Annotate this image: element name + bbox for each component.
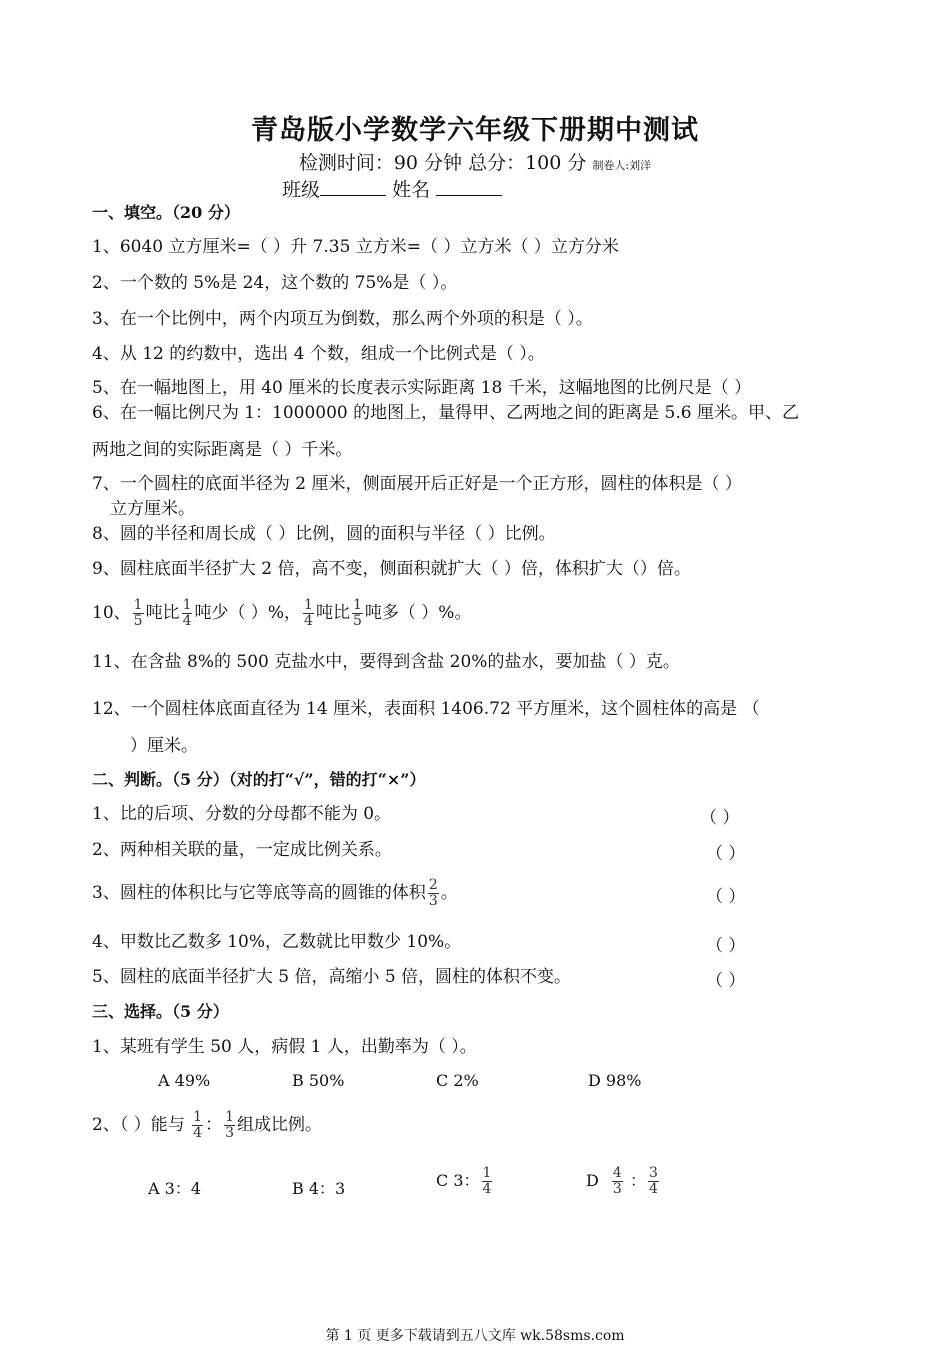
- name-blank: [436, 177, 502, 196]
- s1-question-6b: 两地之间的实际距离是（ ）千米。: [92, 440, 353, 460]
- q10-f4-denominator: 5: [352, 613, 362, 629]
- class-name-line: [282, 175, 502, 202]
- q10-f1-denominator: 5: [133, 613, 143, 629]
- s3-q2-option-d-fraction-2: [648, 1166, 659, 1197]
- s3-q2-prefix: 2、（ ）能与: [92, 1115, 185, 1135]
- s3-q2-fraction-1: [192, 1110, 203, 1141]
- q10-f2-numerator: 1: [182, 597, 192, 613]
- s3-q1-option-d: D 98%: [588, 1071, 642, 1090]
- s2-item-1: 1、比的后项、分数的分母都不能为 0。: [92, 804, 392, 824]
- s2-answer-2: （ ）: [706, 844, 746, 864]
- s3-q2-option-d-f1-denominator: 3: [612, 1181, 622, 1197]
- s1-question-6a: 6、在一幅比例尺为 1：1000000 的地图上，量得甲、乙两地之间的距离是 5.6 厘米。甲、乙: [92, 403, 799, 423]
- s2-item-3: [92, 878, 458, 909]
- s1-question-9: 9、圆柱底面半径扩大 2 倍，高不变，侧面积就扩大（ ）倍，体积扩大（）倍。: [92, 559, 691, 579]
- q10-fraction-3: [303, 598, 314, 629]
- s2-answer-4: （ ）: [706, 936, 746, 956]
- exam-meta: [0, 148, 950, 175]
- s3-q2-option-c-fraction: [482, 1166, 493, 1197]
- s3-q2-option-d-fraction-1: [612, 1166, 623, 1197]
- s3-q2-colon: ：: [205, 1115, 223, 1135]
- s3-q2-f2-numerator: 1: [225, 1109, 234, 1125]
- s3-q2-option-c-numerator: 1: [482, 1165, 492, 1181]
- s2-item-4: 4、甲数比乙数多 10%，乙数就比甲数少 10%。: [92, 932, 462, 952]
- s1-question-12b: ）厘米。: [130, 736, 198, 756]
- s3-q1-option-b: B 50%: [292, 1071, 345, 1090]
- q10-prefix: 10、: [92, 603, 131, 623]
- s3-q2-fraction-2: [224, 1110, 235, 1141]
- exam-author: 制卷人:刘洋: [592, 159, 652, 172]
- s3-q2-option-c-text: C 3：: [436, 1171, 480, 1190]
- q10-f4-numerator: 1: [352, 597, 362, 613]
- exam-time-score: 检测时间：90 分钟 总分：100 分: [298, 152, 587, 174]
- s3-q2-f1-numerator: 1: [193, 1109, 203, 1125]
- s3-q2-option-d-colon: ：: [629, 1171, 646, 1190]
- s2-answer-5: （ ）: [706, 971, 746, 991]
- page-footer: 第 1 页 更多下载请到五八文库 wk.58sms.com: [325, 1328, 625, 1344]
- s3-q1-option-c: C 2%: [436, 1071, 479, 1090]
- q10-f3-denominator: 4: [304, 613, 313, 629]
- s3-q2-option-d: [586, 1166, 661, 1197]
- page-title: 青岛版小学数学六年级下册期中测试: [251, 115, 699, 146]
- s3-q2-option-a: A 3：4: [148, 1179, 202, 1198]
- s1-question-3: 3、在一个比例中，两个内项互为倒数，那么两个外项的积是（ ）。: [92, 309, 593, 329]
- s3-q2-option-b: B 4：3: [292, 1179, 346, 1198]
- s3-q2-option-d-f2-numerator: 3: [648, 1165, 658, 1181]
- q10-f1-numerator: 1: [133, 597, 143, 613]
- s1-question-10: [92, 598, 471, 629]
- q10-f3-numerator: 1: [304, 597, 313, 613]
- class-blank: [320, 177, 386, 196]
- s2-item-2: 2、两种相关联的量，一定成比例关系。: [92, 840, 392, 860]
- section1-heading: 一、填空。（20 分）: [92, 203, 240, 222]
- s2-answer-3: （ ）: [706, 887, 746, 907]
- s1-question-7b: 立方厘米。: [110, 499, 195, 519]
- s1-question-1: 1、6040 立方厘米=（ ）升 7.35 立方米=（ ）立方米（ ）立方分米: [92, 237, 619, 257]
- s2-item-3-end: 。: [440, 883, 458, 903]
- name-label: 姓名: [392, 179, 431, 201]
- section3-heading: 三、选择。（5 分）: [92, 1002, 229, 1021]
- s1-question-4: 4、从 12 的约数中，选出 4 个数，组成一个比例式是（ ）。: [92, 344, 545, 364]
- s1-question-2: 2、一个数的 5%是 24，这个数的 75%是（ ）。: [92, 273, 458, 293]
- s2-answer-1: （ ）: [700, 808, 740, 828]
- q10-text-2: 吨少（ ）%，: [194, 603, 302, 623]
- s3-question-2: [92, 1110, 322, 1141]
- q10-fraction-4: [352, 598, 363, 629]
- s3-q2-option-d-letter: D: [586, 1171, 599, 1190]
- s2-item-3-text: 3、圆柱的体积比与它等底等高的圆锥的体积: [92, 883, 426, 903]
- s2-item-3-numerator: 2: [428, 877, 438, 893]
- q10-fraction-2: [182, 598, 193, 629]
- q10-text-4: 吨多（ ）%。: [364, 603, 472, 623]
- s2-item-5: 5、圆柱的底面半径扩大 5 倍，高缩小 5 倍，圆柱的体积不变。: [92, 967, 572, 987]
- s3-q2-f1-denominator: 4: [193, 1125, 203, 1141]
- q10-text-3: 吨比: [315, 603, 350, 623]
- s1-question-11: 11、在含盐 8%的 500 克盐水中，要得到含盐 20%的盐水，要加盐（ ）克。: [92, 652, 680, 672]
- s1-question-7a: 7、一个圆柱的底面半径为 2 厘米，侧面展开后正好是一个正方形，圆柱的体积是（ ）: [92, 474, 742, 494]
- q10-fraction-1: [133, 598, 144, 629]
- s2-item-3-denominator: 3: [428, 893, 438, 909]
- s1-question-5: 5、在一幅地图上，用 40 厘米的长度表示实际距离 18 千米，这幅地图的比例尺是（ ）: [92, 378, 752, 398]
- s2-item-3-fraction: [428, 878, 439, 909]
- s1-question-12a: 12、一个圆柱体底面直径为 14 厘米，表面积 1406.72 平方厘米，这个圆柱体的高是 （: [92, 699, 760, 719]
- s3-question-1: 1、某班有学生 50 人，病假 1 人，出勤率为（ ）。: [92, 1037, 477, 1057]
- s3-q2-option-d-f2-denominator: 4: [648, 1181, 658, 1197]
- class-label: 班级: [282, 179, 321, 201]
- s3-q2-option-c-denominator: 4: [482, 1181, 492, 1197]
- q10-text-1: 吨比: [145, 603, 180, 623]
- s3-q2-option-d-f1-numerator: 4: [612, 1165, 622, 1181]
- q10-f2-denominator: 4: [182, 613, 192, 629]
- section2-heading: 二、判断。（5 分）（对的打“√”，错的打“×”）: [92, 770, 426, 789]
- s3-q1-option-a: A 49%: [158, 1071, 211, 1090]
- s3-q2-f2-denominator: 3: [225, 1125, 234, 1141]
- s3-q2-suffix: 组成比例。: [236, 1115, 322, 1135]
- s1-question-8: 8、圆的半径和周长成（ ）比例，圆的面积与半径（ ）比例。: [92, 524, 556, 544]
- s3-q2-option-c: [436, 1166, 494, 1197]
